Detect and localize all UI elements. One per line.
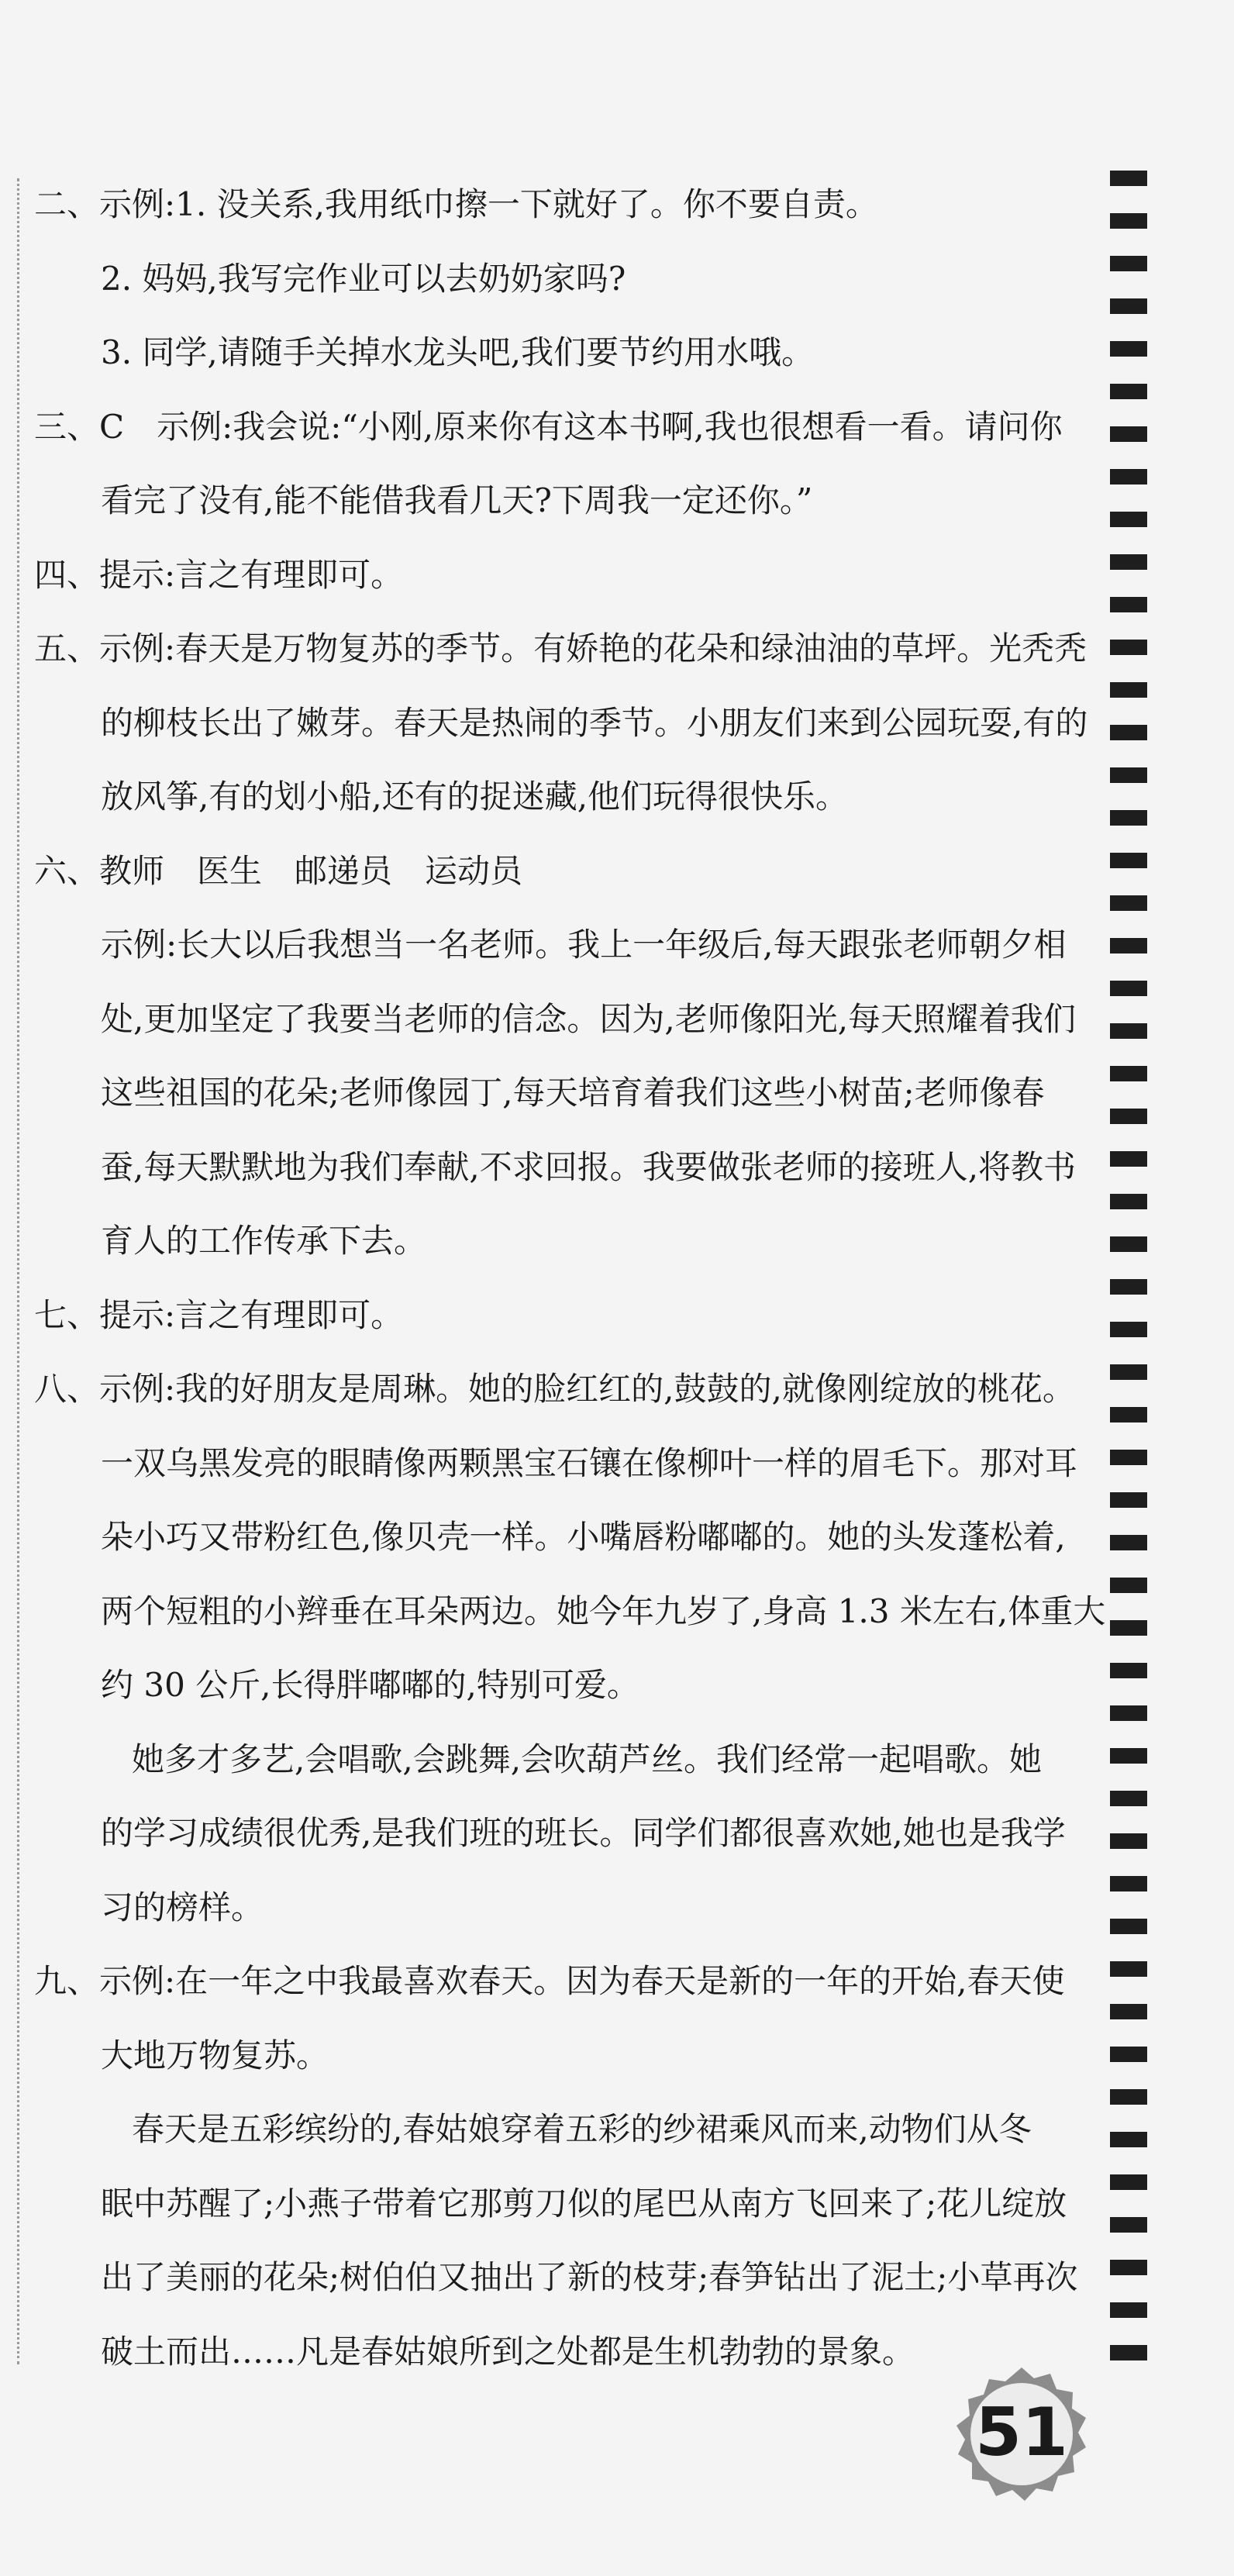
answer-9-line-6: 破土而出……凡是春姑娘所到之处都是生机勃勃的景象。: [101, 2332, 915, 2371]
answer-5-line-3: 放风筝,有的划小船,还有的捉迷藏,他们玩得很快乐。: [101, 778, 849, 816]
answer-8-line-6: 她多才多艺,会唱歌,会跳舞,会吹葫芦丝。我们经常一起唱歌。她: [132, 1740, 1043, 1778]
answer-3-line-2: 看完了没有,能不能借我看几天?下周我一定还你。”: [101, 481, 813, 519]
answer-6-line-1: 六、教师 医生 邮递员 运动员: [34, 851, 523, 890]
answer-6-line-4: 这些祖国的花朵;老师像园丁,每天培育着我们这些小树苗;老师像春: [101, 1074, 1045, 1112]
answer-text-block: [34, 167, 1106, 2388]
answer-6-line-3: 处,更加坚定了我要当老师的信念。因为,老师像阳光,每天照耀着我们: [101, 999, 1077, 1038]
answer-4-line-1: 四、提示:言之有理即可。: [34, 555, 404, 594]
answer-9-line-4: 眠中苏醒了;小燕子带着它那剪刀似的尾巴从南方飞回来了;花儿绽放: [101, 2184, 1067, 2223]
answer-6-line-5: 蚕,每天默默地为我们奉献,不求回报。我要做张老师的接班人,将教书: [101, 1147, 1077, 1186]
answer-9-line-1: 九、示例:在一年之中我最喜欢春天。因为春天是新的一年的开始,春天使: [34, 1962, 1065, 2000]
answer-8-line-4: 两个短粗的小辫垂在耳朵两边。她今年九岁了,身高 1.3 米左右,体重大: [101, 1591, 1106, 1630]
answer-8-line-3: 朵小巧又带粉红色,像贝壳一样。小嘴唇粉嘟嘟的。她的头发蓬松着,: [101, 1518, 1066, 1556]
answer-2-line-3: 3. 同学,请随手关掉水龙头吧,我们要节约用水哦。: [101, 333, 815, 371]
binding-edge-marks: [1110, 171, 1147, 2388]
answer-5-line-1: 五、示例:春天是万物复苏的季节。有娇艳的花朵和绿油油的草坪。光秃秃: [34, 629, 1088, 667]
answer-8-line-7: 的学习成绩很优秀,是我们班的班长。同学们都很喜欢她,她也是我学: [101, 1814, 1066, 1852]
answer-7-line-1: 七、提示:言之有理即可。: [34, 1295, 404, 1334]
answer-2-line-2: 2. 妈妈,我写完作业可以去奶奶家吗?: [101, 259, 626, 298]
answer-9-line-5: 出了美丽的花朵;树伯伯又抽出了新的枝芽;春笋钻出了泥土;小草再次: [101, 2258, 1078, 2296]
left-dotted-rule: [17, 178, 19, 2364]
answer-9-line-2: 大地万物复苏。: [101, 2036, 329, 2074]
answer-5-line-2: 的柳枝长出了嫩芽。春天是热闹的季节。小朋友们来到公园玩耍,有的: [101, 703, 1088, 742]
answer-8-line-5: 约 30 公斤,长得胖嘟嘟的,特别可爱。: [101, 1666, 639, 1704]
answer-8-line-2: 一双乌黑发亮的眼睛像两颗黑宝石镶在像柳叶一样的眉毛下。那对耳: [101, 1443, 1078, 1482]
page-number: 51: [975, 2394, 1068, 2471]
answer-6-line-2: 示例:长大以后我想当一名老师。我上一年级后,每天跟张老师朝夕相: [101, 926, 1067, 964]
answer-9-line-3: 春天是五彩缤纷的,春姑娘穿着五彩的纱裙乘风而来,动物们从冬: [132, 2110, 1032, 2148]
answer-6-line-6: 育人的工作传承下去。: [101, 1222, 427, 1260]
page-number-badge: [950, 2364, 1093, 2507]
answer-8-line-1: 八、示例:我的好朋友是周琳。她的脸红红的,鼓鼓的,就像刚绽放的桃花。: [34, 1370, 1075, 1408]
answer-3-line-1: 三、C 示例:我会说:“小刚,原来你有这本书啊,我也很想看一看。请问你: [34, 407, 1063, 446]
answer-8-line-8: 习的榜样。: [101, 1888, 264, 1926]
answer-2-line-1: 二、示例:1. 没关系,我用纸巾擦一下就好了。你不要自责。: [34, 185, 878, 223]
